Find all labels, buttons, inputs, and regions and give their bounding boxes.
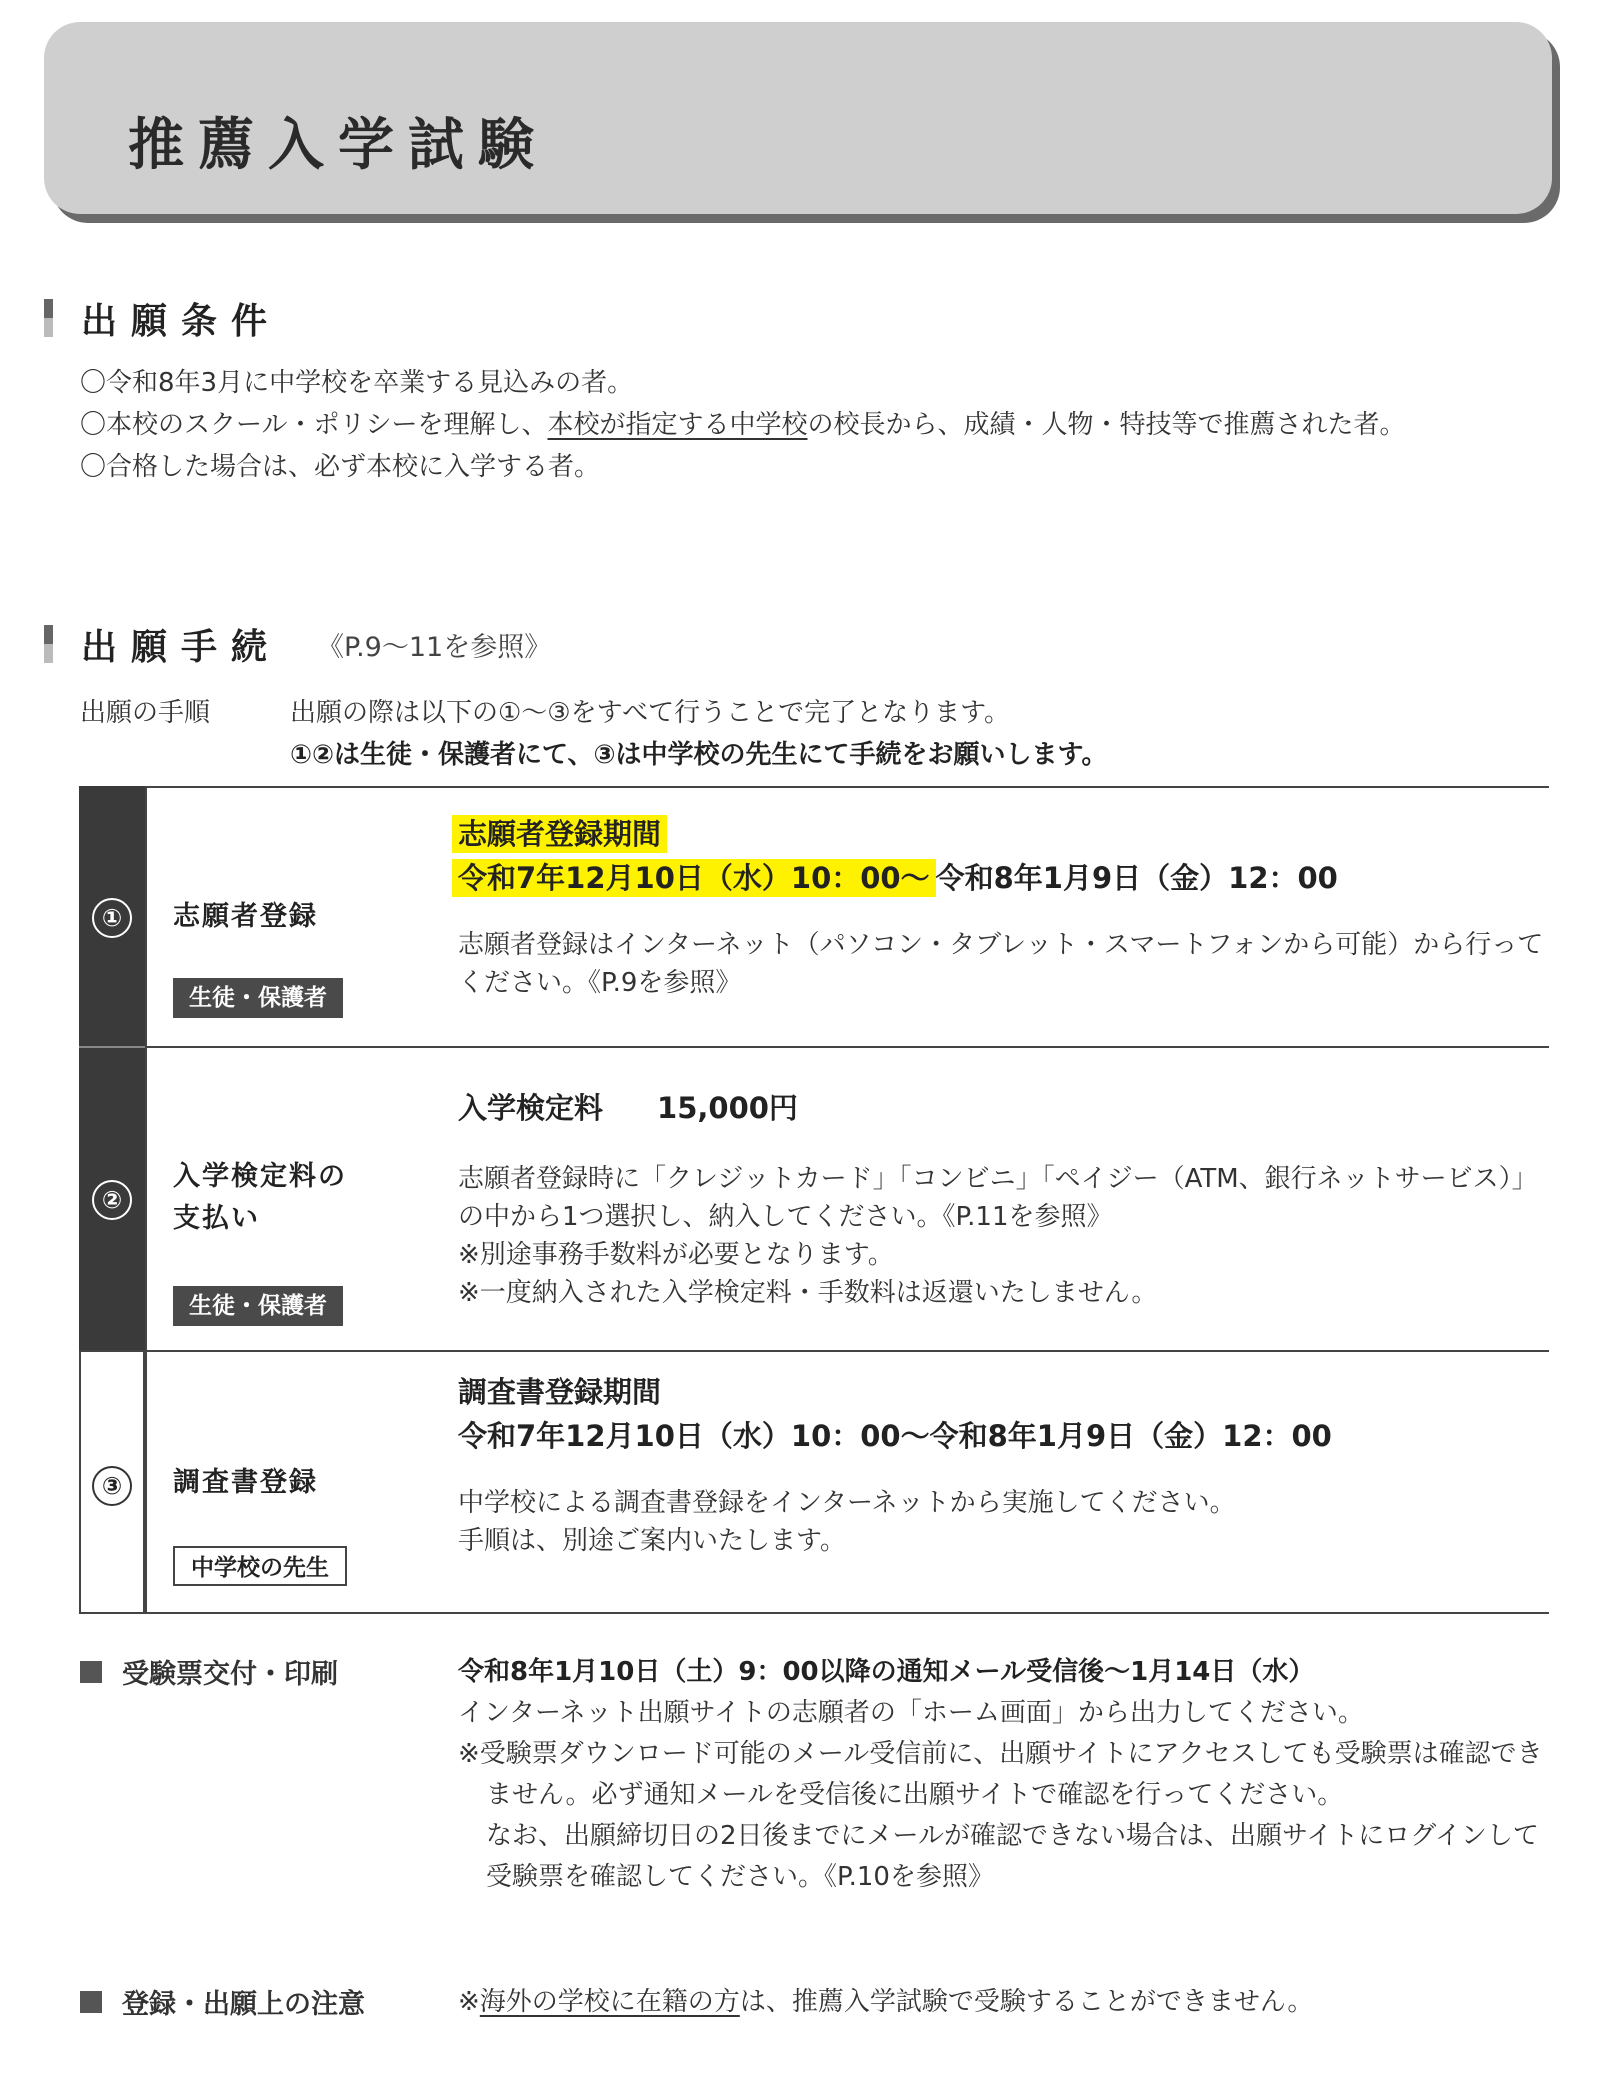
steps-table: [79, 786, 1549, 1614]
procedure-heading: [44, 622, 551, 666]
ticket-label: [80, 1652, 338, 1691]
designated-school-link[interactable]: 本校が指定する中学校: [547, 410, 808, 440]
period-value: [458, 856, 1548, 900]
square-bullet-icon: [80, 1661, 102, 1683]
step-text: 志願者登録時に「クレジットカード」「コンビニ」「ペイジー（ATM、銀行ネットサービス）」の中から1つ選択し、納入してください。《P.11を参照》: [458, 1164, 1538, 1232]
role-badge: 中学校の先生: [173, 1546, 347, 1586]
fee-label: 入学検定料: [458, 1091, 604, 1125]
step-note: ※一度納入された入学検定料・手数料は返還いたしません。: [458, 1278, 1158, 1308]
caution-body: [458, 1982, 1558, 2023]
ticket-note: なお、出願締切日の2日後までにメールが確認できない場合は、出願サイトにログインして受験票を確認してください。《P.10を参照》: [486, 1821, 1539, 1892]
condition-text: の校長から、成績・人物・特技等で推薦された者。: [807, 410, 1406, 440]
highlighted-text: 令和7年12月10日（水）10：00～: [452, 859, 936, 897]
condition-text: 〇本校のスクール・ポリシーを理解し、: [80, 410, 548, 440]
caution-mark: ※: [458, 1987, 480, 2017]
period-value: 令和7年12月10日（水）10：00～令和8年1月9日（金）12：00: [458, 1419, 1332, 1453]
ticket-body: [458, 1652, 1558, 1898]
step-number: ①: [92, 898, 132, 938]
overseas-school-link[interactable]: 海外の学校に在籍の方: [479, 1987, 740, 2017]
conditions-title: 出願条件: [81, 300, 282, 342]
step-text: 手順は、別途ご案内いたします。: [458, 1526, 846, 1556]
step-note: ※別途事務手数料が必要となります。: [458, 1240, 894, 1270]
period-end: 令和8年1月9日（金）12：00: [935, 861, 1338, 895]
ticket-note: ※受験票ダウンロード可能のメール受信前に、出願サイトにアクセスしても受験票は確認できません。必ず通知メールを受信後に出願サイトで確認を行ってください。: [458, 1739, 1543, 1810]
step-name: [173, 1156, 347, 1240]
step-body: [458, 1370, 1548, 1560]
step-name: 調査書登録: [173, 1467, 318, 1498]
highlighted-text: 志願者登録期間: [452, 815, 667, 853]
column-divider: [145, 786, 147, 1614]
caution-label: [80, 1982, 365, 2021]
condition-item-1: 〇令和8年3月に中学校を卒業する見込みの者。: [80, 368, 634, 398]
conditions-heading: [44, 296, 281, 340]
procedure-title: 出願手続: [81, 626, 282, 668]
caution-text: は、推薦入学試験で受験することができません。: [739, 1987, 1314, 2017]
section-marker: [44, 299, 53, 337]
step-text: 中学校による調査書登録をインターネットから実施してください。: [458, 1488, 1236, 1518]
ticket-label-text: 受験票交付・印刷: [122, 1659, 338, 1690]
procedure-line-2: ①②は生徒・保護者にて、③は中学校の先生にて手続をお願いします。: [290, 740, 1108, 770]
role-badge: 生徒・保護者: [173, 1286, 343, 1326]
ticket-period: 令和8年1月10日（土）9：00以降の通知メール受信後～1月14日（水）: [458, 1657, 1315, 1687]
ticket-text: インターネット出願サイトの志願者の「ホーム画面」から出力してください。: [458, 1698, 1364, 1728]
fee-line: [458, 1086, 1548, 1130]
step-name-line: 支払い: [173, 1203, 260, 1234]
period-heading: [458, 812, 1548, 856]
role-badge: 生徒・保護者: [173, 978, 343, 1018]
step-number: ③: [92, 1466, 132, 1506]
step-number: ②: [92, 1180, 132, 1220]
square-bullet-icon: [80, 1991, 102, 2013]
step-name: 志願者登録: [173, 901, 318, 932]
section-marker: [44, 625, 53, 663]
fee-value: 15,000円: [657, 1091, 798, 1125]
procedure-label: 出願の手順: [80, 698, 211, 728]
step-text: 志願者登録はインターネット（パソコン・タブレット・スマートフォンから可能）から行ってください。《P.9を参照》: [458, 930, 1544, 998]
table-rule: [79, 1046, 145, 1048]
period-heading: 調査書登録期間: [458, 1375, 662, 1409]
step-body: [458, 812, 1548, 1002]
procedure-ref: 《P.9～11を参照》: [317, 631, 552, 663]
condition-item-2: [80, 408, 1406, 442]
caution-label-text: 登録・出願上の注意: [122, 1989, 365, 2020]
table-rule: [79, 1350, 1549, 1352]
step-name-line: 入学検定料の: [173, 1161, 347, 1192]
step-number-column: [79, 786, 145, 1350]
page-title: 推薦入学試験: [128, 113, 548, 178]
step-body: [458, 1086, 1548, 1312]
table-rule: [79, 1612, 1549, 1614]
procedure-line-1: 出願の際は以下の①～③をすべて行うことで完了となります。: [290, 698, 1011, 728]
condition-item-3: 〇合格した場合は、必ず本校に入学する者。: [80, 452, 601, 482]
table-rule: [79, 786, 1549, 788]
table-rule: [79, 1046, 1549, 1048]
